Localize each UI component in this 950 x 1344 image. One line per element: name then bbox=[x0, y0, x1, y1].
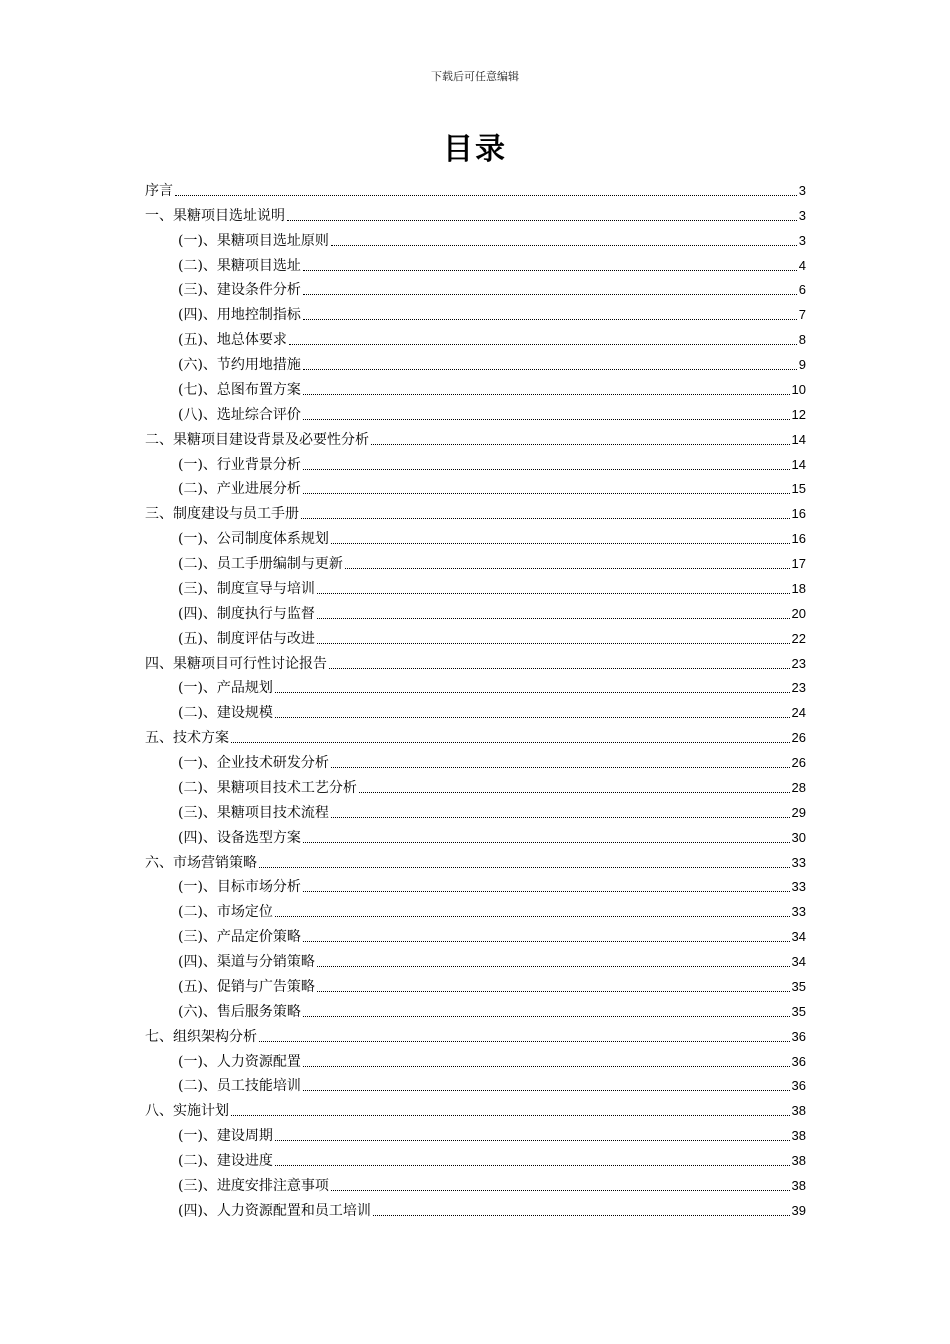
toc-entry[interactable] bbox=[145, 971, 806, 996]
toc-entry-page-number: 4 bbox=[798, 257, 806, 273]
toc-dot-leader bbox=[317, 592, 790, 594]
toc-entry-page-number: 14 bbox=[791, 431, 806, 447]
toc-entry[interactable] bbox=[145, 1071, 806, 1096]
toc-dot-leader bbox=[329, 667, 790, 669]
page-title: 目录 bbox=[443, 132, 507, 167]
toc-entry[interactable] bbox=[145, 896, 806, 921]
toc-dot-leader bbox=[303, 1089, 790, 1091]
toc-dot-leader bbox=[303, 890, 790, 892]
toc-entry[interactable] bbox=[145, 598, 806, 623]
toc-dot-leader bbox=[303, 841, 790, 843]
toc-entry-label: (二)、员工技能培训 bbox=[178, 1078, 301, 1095]
toc-entry[interactable] bbox=[145, 648, 806, 673]
toc-entry-page-number: 3 bbox=[798, 207, 806, 223]
toc-entry-label: (四)、制度执行与监督 bbox=[178, 605, 315, 622]
toc-entry-label: (六)、售后服务策略 bbox=[178, 1003, 301, 1020]
toc-entry[interactable] bbox=[145, 573, 806, 598]
toc-entry[interactable] bbox=[145, 474, 806, 499]
toc-entry-page-number: 26 bbox=[791, 755, 806, 770]
toc-dot-leader bbox=[259, 866, 790, 868]
toc-entry-page-number: 36 bbox=[791, 1028, 806, 1044]
toc-entry-page-number: 35 bbox=[791, 978, 806, 994]
toc-entry-page-number: 23 bbox=[791, 655, 806, 671]
toc-entry-label: (七)、总图布置方案 bbox=[178, 381, 301, 398]
toc-entry-page-number: 28 bbox=[791, 779, 806, 795]
toc-dot-leader bbox=[303, 318, 797, 320]
toc-entry-page-number: 29 bbox=[791, 804, 806, 820]
toc-dot-leader bbox=[175, 194, 797, 196]
toc-entry-page-number: 38 bbox=[791, 1103, 806, 1119]
toc-entry-label: (五)、促销与广告策略 bbox=[178, 978, 315, 995]
toc-entry[interactable] bbox=[145, 872, 806, 897]
toc-entry[interactable] bbox=[145, 275, 806, 300]
toc-entry-page-number: 33 bbox=[791, 854, 806, 870]
toc-dot-leader bbox=[303, 393, 790, 395]
toc-entry[interactable] bbox=[145, 921, 806, 946]
toc-entry-label: 七、组织架构分析 bbox=[145, 1028, 257, 1045]
toc-entry-page-number: 33 bbox=[791, 879, 806, 895]
toc-entry-label: (四)、人力资源配置和员工培训 bbox=[178, 1202, 371, 1219]
toc-entry-page-number: 3 bbox=[798, 182, 806, 198]
toc-entry-label: (一)、目标市场分析 bbox=[178, 879, 301, 896]
toc-dot-leader bbox=[331, 766, 790, 768]
toc-entry-page-number: 6 bbox=[798, 282, 806, 298]
toc-entry[interactable] bbox=[145, 1046, 806, 1071]
toc-entry-label: (三)、进度安排注意事项 bbox=[178, 1177, 329, 1194]
toc-entry-label: 五、技术方案 bbox=[145, 730, 229, 747]
toc-entry-page-number: 9 bbox=[798, 357, 806, 372]
toc-entry[interactable] bbox=[145, 673, 806, 698]
toc-entry[interactable] bbox=[145, 847, 806, 872]
toc-entry[interactable] bbox=[145, 1120, 806, 1145]
toc-entry-page-number: 10 bbox=[791, 381, 806, 397]
toc-entry[interactable] bbox=[145, 548, 806, 573]
toc-dot-leader bbox=[275, 1139, 790, 1141]
toc-dot-leader bbox=[303, 468, 790, 470]
toc-entry-label: (二)、果糖项目技术工艺分析 bbox=[178, 779, 357, 796]
toc-entry-label: (六)、节约用地措施 bbox=[178, 357, 301, 373]
toc-entry[interactable] bbox=[145, 424, 806, 449]
toc-entry-label: 四、果糖项目可行性讨论报告 bbox=[145, 655, 327, 672]
toc-entry[interactable] bbox=[145, 225, 806, 250]
toc-entry-label: (一)、果糖项目选址原则 bbox=[178, 232, 329, 249]
toc-entry-page-number: 8 bbox=[798, 332, 806, 348]
toc-entry-label: (四)、渠道与分销策略 bbox=[178, 954, 315, 970]
toc-entry[interactable] bbox=[145, 822, 806, 847]
toc-dot-leader bbox=[303, 418, 790, 420]
toc-dot-leader bbox=[371, 443, 790, 445]
toc-dot-leader bbox=[303, 940, 790, 942]
toc-entry-page-number: 26 bbox=[791, 730, 806, 746]
toc-dot-leader bbox=[303, 269, 797, 271]
toc-dot-leader bbox=[289, 343, 797, 345]
toc-entry[interactable] bbox=[145, 349, 806, 374]
toc-entry-page-number: 22 bbox=[791, 630, 806, 646]
toc-dot-leader bbox=[303, 293, 797, 295]
toc-entry-label: (一)、公司制度体系规划 bbox=[178, 531, 329, 548]
toc-entry-page-number: 39 bbox=[791, 1202, 806, 1218]
toc-entry-page-number: 20 bbox=[791, 605, 806, 621]
header-note: 下载后可任意编辑 bbox=[431, 70, 519, 83]
toc-entry-page-number: 12 bbox=[791, 406, 806, 422]
toc-entry-label: (二)、产业进展分析 bbox=[178, 481, 301, 498]
toc-entry-label: (一)、行业背景分析 bbox=[178, 456, 301, 473]
toc-entry[interactable] bbox=[145, 324, 806, 349]
toc-entry-page-number: 15 bbox=[791, 481, 806, 497]
toc-dot-leader bbox=[373, 1214, 790, 1216]
toc-entry[interactable] bbox=[145, 175, 806, 200]
toc-entry[interactable] bbox=[145, 946, 806, 971]
toc-entry-label: (二)、员工手册编制与更新 bbox=[178, 556, 343, 572]
toc-entry-label: 六、市场营销策略 bbox=[145, 854, 257, 871]
toc-dot-leader bbox=[317, 965, 790, 967]
toc-entry-page-number: 30 bbox=[791, 829, 806, 845]
toc-entry[interactable] bbox=[145, 250, 806, 275]
toc-entry-page-number: 18 bbox=[791, 580, 806, 596]
toc-entry-label: (三)、制度宣导与培训 bbox=[178, 580, 315, 597]
toc-entry[interactable] bbox=[145, 1095, 806, 1120]
toc-dot-leader bbox=[301, 517, 790, 519]
toc-entry-page-number: 36 bbox=[791, 1078, 806, 1094]
toc-entry-page-number: 24 bbox=[791, 705, 806, 721]
toc-entry-page-number: 34 bbox=[791, 929, 806, 945]
toc-entry-label: 序言 bbox=[145, 182, 173, 199]
toc-dot-leader bbox=[331, 816, 790, 818]
toc-entry-label: (八)、选址综合评价 bbox=[178, 406, 301, 423]
toc-dot-leader bbox=[259, 1040, 790, 1042]
toc-entry-label: (二)、建设规模 bbox=[178, 705, 273, 722]
toc-dot-leader bbox=[331, 1189, 790, 1191]
toc-entry-label: 一、果糖项目选址说明 bbox=[145, 207, 285, 224]
toc-entry-label: (二)、市场定位 bbox=[178, 904, 273, 921]
toc-entry[interactable] bbox=[145, 200, 806, 225]
toc-entry-page-number: 14 bbox=[791, 456, 806, 472]
toc-entry-page-number: 3 bbox=[798, 232, 806, 248]
toc-dot-leader bbox=[345, 567, 790, 569]
toc-entry-label: (一)、企业技术研发分析 bbox=[178, 755, 329, 771]
toc-entry-label: (五)、地总体要求 bbox=[178, 332, 287, 349]
toc-dot-leader bbox=[231, 1114, 790, 1116]
toc-entry-label: 三、制度建设与员工手册 bbox=[145, 506, 299, 523]
toc-entry[interactable] bbox=[145, 1145, 806, 1170]
toc-dot-leader bbox=[287, 219, 797, 221]
toc-entry[interactable] bbox=[145, 797, 806, 822]
toc-dot-leader bbox=[317, 990, 790, 992]
toc-entry-label: (二)、果糖项目选址 bbox=[178, 257, 301, 274]
toc-entry[interactable] bbox=[145, 523, 806, 548]
toc-entry[interactable] bbox=[145, 772, 806, 797]
toc-entry-label: (一)、建设周期 bbox=[178, 1128, 273, 1145]
toc-entry-page-number: 36 bbox=[791, 1053, 806, 1069]
toc-dot-leader bbox=[275, 915, 790, 917]
toc-entry[interactable] bbox=[145, 449, 806, 474]
toc-entry-label: (四)、设备选型方案 bbox=[178, 829, 301, 846]
toc-entry-page-number: 16 bbox=[791, 506, 806, 522]
toc-entry[interactable] bbox=[145, 996, 806, 1021]
toc-entry-label: (一)、人力资源配置 bbox=[178, 1053, 301, 1070]
toc-dot-leader bbox=[303, 492, 790, 494]
toc-entry-label: (四)、用地控制指标 bbox=[178, 307, 301, 324]
toc-dot-leader bbox=[275, 1164, 790, 1166]
toc-dot-leader bbox=[275, 691, 790, 693]
toc-entry-page-number: 17 bbox=[791, 556, 806, 571]
toc-entry[interactable] bbox=[145, 1170, 806, 1195]
toc-entry-page-number: 23 bbox=[791, 680, 806, 696]
toc-entry[interactable] bbox=[145, 1021, 806, 1046]
toc-entry-label: 八、实施计划 bbox=[145, 1103, 229, 1120]
toc-entry-page-number: 34 bbox=[791, 954, 806, 969]
toc-dot-leader bbox=[317, 617, 790, 619]
toc-entry-label: 二、果糖项目建设背景及必要性分析 bbox=[145, 431, 369, 448]
toc-dot-leader bbox=[359, 791, 790, 793]
toc-entry-label: (一)、产品规划 bbox=[178, 680, 273, 697]
toc-entry-page-number: 38 bbox=[791, 1128, 806, 1144]
toc-dot-leader bbox=[231, 741, 790, 743]
table-of-contents bbox=[145, 175, 806, 1220]
toc-entry[interactable] bbox=[145, 374, 806, 399]
toc-entry-page-number: 16 bbox=[791, 531, 806, 547]
toc-entry-page-number: 33 bbox=[791, 904, 806, 920]
toc-entry-label: (三)、建设条件分析 bbox=[178, 282, 301, 299]
toc-entry[interactable] bbox=[145, 623, 806, 648]
toc-entry-page-number: 35 bbox=[791, 1003, 806, 1019]
toc-dot-leader bbox=[317, 642, 790, 644]
toc-dot-leader bbox=[331, 542, 790, 544]
toc-entry[interactable] bbox=[145, 1195, 806, 1220]
toc-entry[interactable] bbox=[145, 498, 806, 523]
toc-dot-leader bbox=[275, 716, 790, 718]
toc-dot-leader bbox=[303, 1065, 790, 1067]
toc-entry-label: (三)、果糖项目技术流程 bbox=[178, 804, 329, 821]
toc-entry[interactable] bbox=[145, 747, 806, 772]
toc-dot-leader bbox=[303, 368, 797, 370]
toc-dot-leader bbox=[331, 244, 797, 246]
toc-entry-label: (二)、建设进度 bbox=[178, 1153, 273, 1169]
toc-entry-page-number: 38 bbox=[791, 1153, 806, 1168]
toc-entry-label: (五)、制度评估与改进 bbox=[178, 630, 315, 647]
toc-entry-page-number: 38 bbox=[791, 1177, 806, 1193]
toc-entry-page-number: 7 bbox=[798, 307, 806, 323]
toc-entry[interactable] bbox=[145, 299, 806, 324]
toc-entry-label: (三)、产品定价策略 bbox=[178, 929, 301, 946]
toc-entry[interactable] bbox=[145, 722, 806, 747]
toc-dot-leader bbox=[303, 1015, 790, 1017]
toc-entry[interactable] bbox=[145, 697, 806, 722]
toc-entry[interactable] bbox=[145, 399, 806, 424]
